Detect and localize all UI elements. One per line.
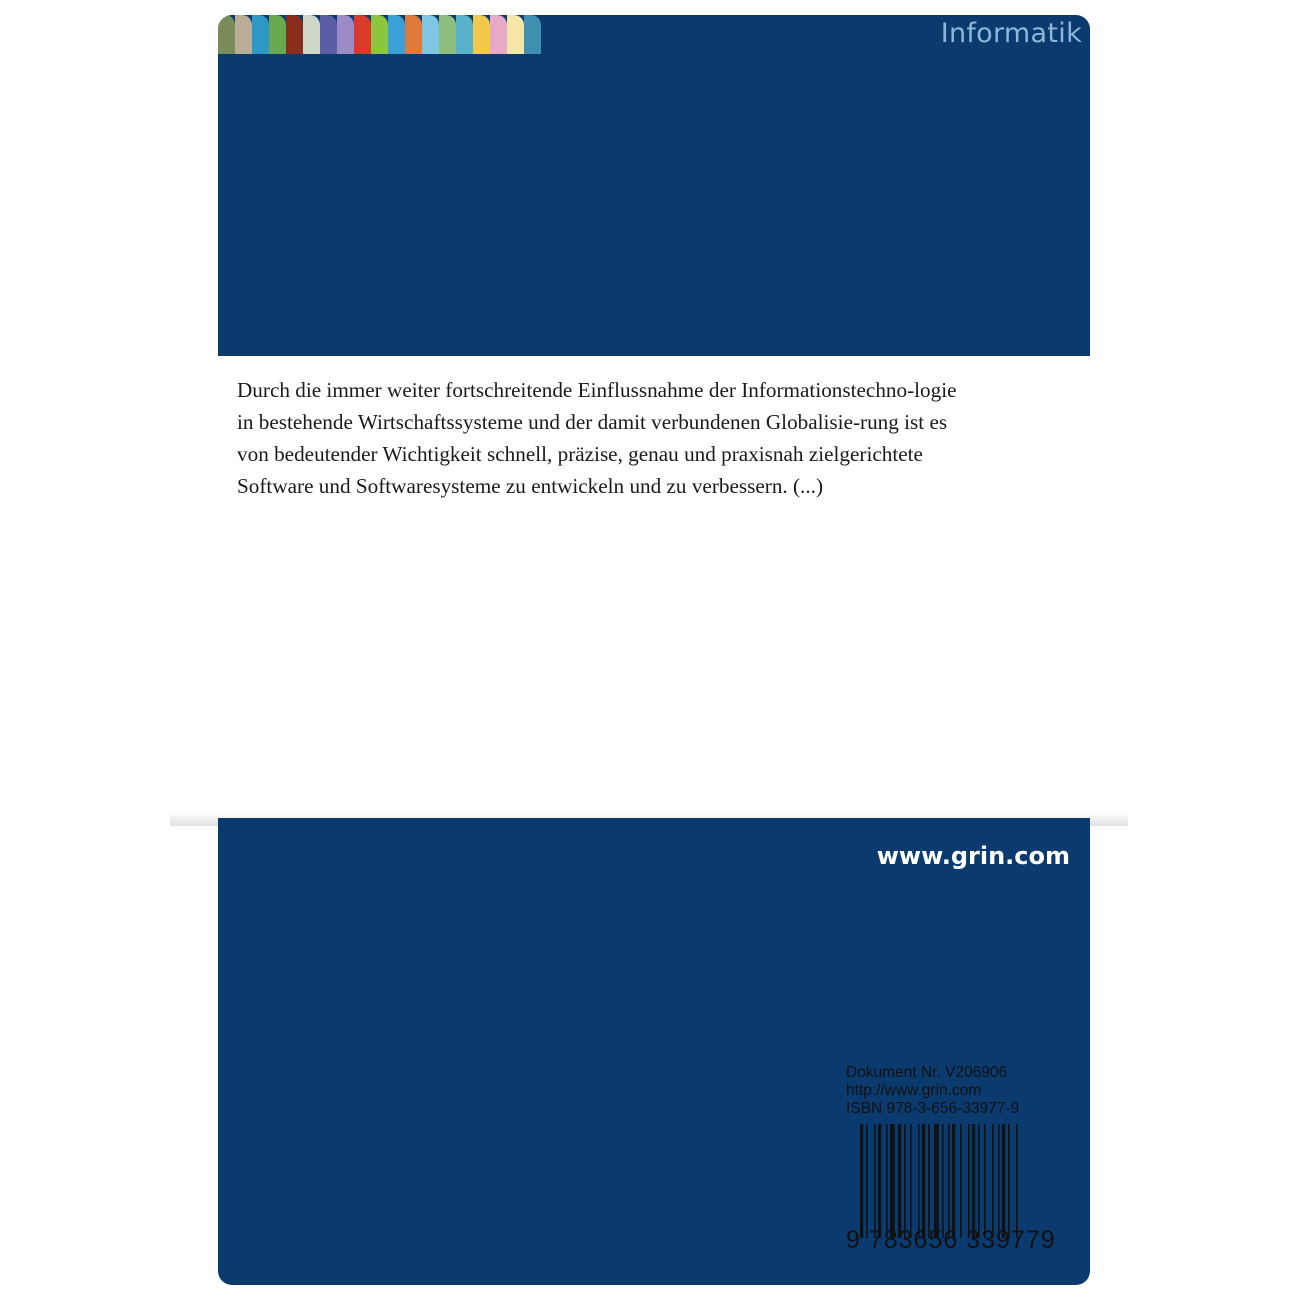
color-stripe [422, 15, 439, 54]
color-stripe [456, 15, 473, 54]
color-stripe [320, 15, 337, 54]
color-stripe [524, 15, 541, 54]
color-stripe [337, 15, 354, 54]
color-stripe [473, 15, 490, 54]
book-blurb: Durch die immer weiter fortschreitende Einflussnahme der Informationstechno-logie in bestehende Wirtschaftssysteme und der damit verbundenen Globalisie-rung ist es von bedeutender Wichtigkeit schnell, präzise, genau und praxisnah zielgerichtete Software und Softwaresysteme zu entwickeln und zu verbessern. (...) [237, 378, 957, 498]
color-stripe [269, 15, 286, 54]
cover-top-panel [218, 15, 1090, 356]
color-stripe [439, 15, 456, 54]
color-stripe [405, 15, 422, 54]
color-stripe [286, 15, 303, 54]
document-number: Dokument Nr. V206906 [846, 1064, 1008, 1081]
color-stripe [252, 15, 269, 54]
color-stripe [354, 15, 371, 54]
color-stripe [235, 15, 252, 54]
barcode-icon [860, 1124, 1070, 1238]
barcode-block [840, 1062, 1070, 1260]
color-stripe [303, 15, 320, 54]
isbn-digits: 9 783656 339779 [846, 1226, 1056, 1254]
color-stripes [218, 15, 541, 54]
cover-bottom-panel [218, 818, 1090, 1285]
color-stripe [507, 15, 524, 54]
document-url[interactable]: http://www.grin.com [846, 1082, 982, 1099]
series-label: Informatik [940, 18, 1082, 49]
color-stripe [218, 15, 235, 54]
color-stripe [371, 15, 388, 54]
color-stripe [490, 15, 507, 54]
document-info [846, 1064, 1019, 1118]
publisher-website[interactable]: www.grin.com [876, 842, 1070, 870]
isbn-text: ISBN 978-3-656-33977-9 [846, 1100, 1020, 1117]
color-stripe [388, 15, 405, 54]
